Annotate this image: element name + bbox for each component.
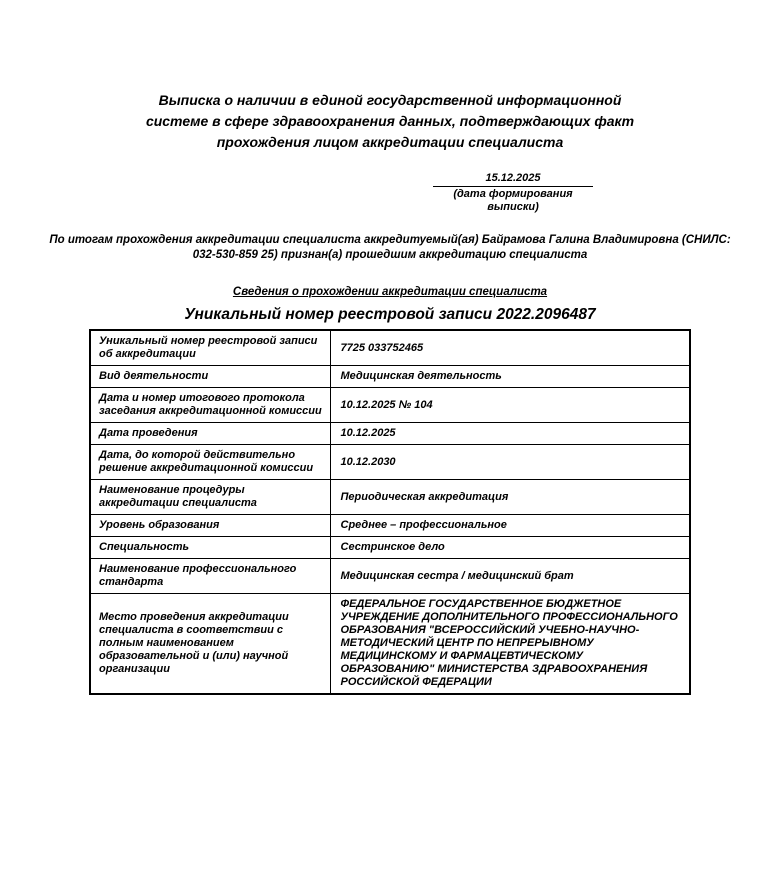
row-label: Дата и номер итогового протокола заседания аккредитационной комиссии bbox=[90, 388, 330, 423]
row-value: Медицинская сестра / медицинский брат bbox=[330, 559, 690, 594]
row-label: Дата, до которой действительно решение аккредитационной комиссии bbox=[90, 445, 330, 480]
registry-number-line: Уникальный номер реестровой записи 2022.2096487 bbox=[184, 306, 596, 323]
row-label: Дата проведения bbox=[90, 423, 330, 445]
table-row bbox=[90, 594, 690, 695]
title-line: прохождения лицом аккредитации специалиста bbox=[216, 134, 564, 150]
table-row bbox=[90, 537, 690, 559]
table-row bbox=[90, 480, 690, 515]
row-value: ФЕДЕРАЛЬНОЕ ГОСУДАРСТВЕННОЕ БЮДЖЕТНОЕ УЧРЕЖДЕНИЕ ДОПОЛНИТЕЛЬНОГО ПРОФЕССИОНАЛЬНОГО ОБРАЗОВАНИЯ "ВСЕРОССИЙСКИЙ УЧЕБНО-НАУЧНО-МЕТОДИЧЕСКИЙ ЦЕНТР ПО НЕПРЕРЫВНОМУ МЕДИЦИНСКОМУ И ФАРМАЦЕВТИЧЕСКОМУ ОБРАЗОВАНИЮ" МИНИСТЕРСТВА ЗДРАВООХРАНЕНИЯ РОССИЙСКОЙ ФЕДЕРАЦИИ bbox=[330, 594, 690, 695]
table-row bbox=[90, 330, 690, 366]
table-row bbox=[90, 445, 690, 480]
accreditation-table bbox=[89, 329, 691, 695]
row-value: 7725 033752465 bbox=[330, 330, 690, 366]
section-heading: Сведения о прохождении аккредитации специалиста bbox=[232, 286, 548, 298]
table-row bbox=[90, 388, 690, 423]
row-value: Медицинская деятельность bbox=[330, 366, 690, 388]
title-line: системе в сфере здравоохранения данных, подтверждающих факт bbox=[145, 113, 635, 129]
table-row bbox=[90, 559, 690, 594]
row-value: 10.12.2025 № 104 bbox=[330, 388, 690, 423]
title-line: Выписка о наличии в единой государственной информационной bbox=[158, 92, 622, 108]
table-row bbox=[90, 366, 690, 388]
row-label: Вид деятельности bbox=[90, 366, 330, 388]
row-value: 10.12.2030 bbox=[330, 445, 690, 480]
row-value: Среднее – профессиональное bbox=[330, 515, 690, 537]
table-row bbox=[90, 423, 690, 445]
extract-date-block bbox=[433, 171, 593, 214]
table-row bbox=[90, 515, 690, 537]
intro-line: По итогам прохождения аккредитации специалиста аккредитуемый(ая) Байрамова Галина Владимировна (СНИЛС: bbox=[49, 234, 731, 246]
row-label: Место проведения аккредитации специалиста в соответствии с полным наименованием образовательной и (или) научной организации bbox=[90, 594, 330, 695]
extract-date-caption: (дата формирования выписки) bbox=[453, 188, 573, 213]
row-label: Наименование процедуры аккредитации специалиста bbox=[90, 480, 330, 515]
row-value: Сестринское дело bbox=[330, 537, 690, 559]
row-label: Уровень образования bbox=[90, 515, 330, 537]
row-label: Наименование профессионального стандарта bbox=[90, 559, 330, 594]
row-label: Уникальный номер реестровой записи об аккредитации bbox=[90, 330, 330, 366]
intro-line: 032-530-859 25) признан(а) прошедшим аккредитацию специалиста bbox=[192, 249, 588, 261]
row-value: Периодическая аккредитация bbox=[330, 480, 690, 515]
row-label: Специальность bbox=[90, 537, 330, 559]
document-title bbox=[0, 0, 780, 153]
intro-paragraph bbox=[45, 233, 735, 263]
extract-date: 15.12.2025 bbox=[433, 171, 593, 187]
row-value: 10.12.2025 bbox=[330, 423, 690, 445]
